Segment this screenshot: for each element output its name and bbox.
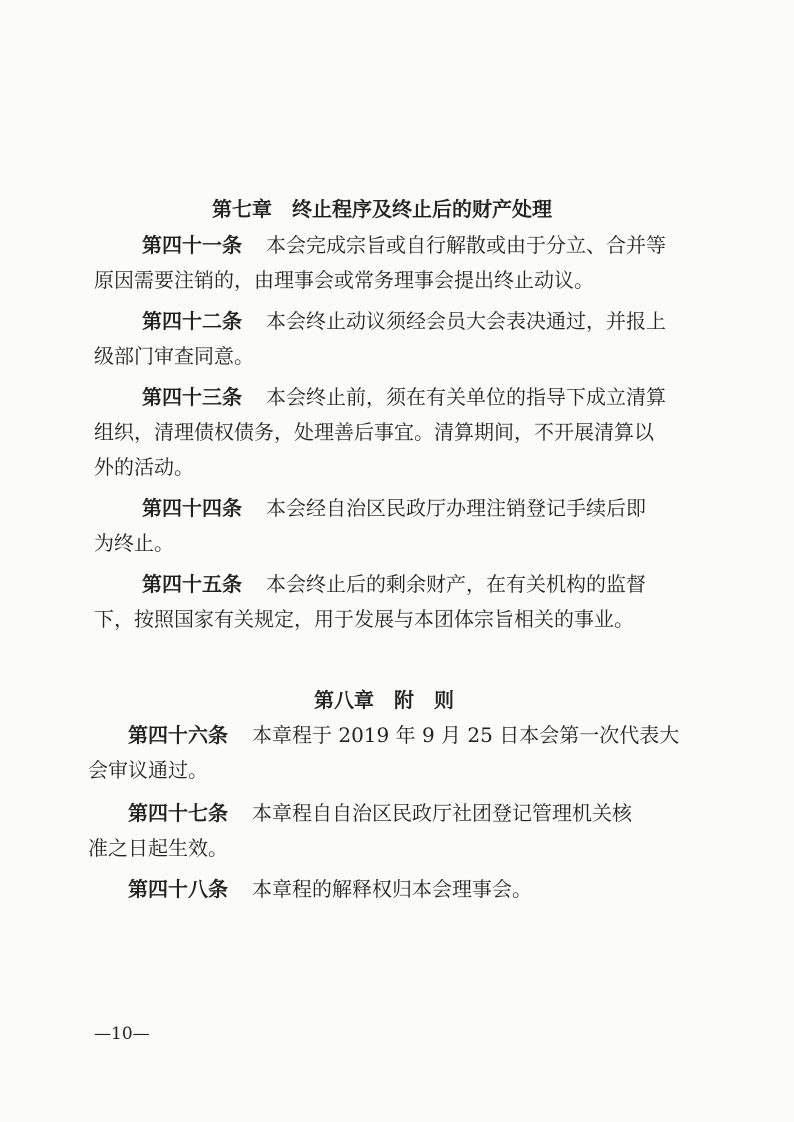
article-label: 第四十一条 [142,233,242,257]
article-text: 本会完成宗旨或自行解散或由于分立、合并等 [266,233,666,257]
article-text: 本章程自自治区民政厅社团登记管理机关核 [252,801,632,825]
article-42 [142,308,666,334]
article-44 [142,495,646,521]
chapter-8-title: 第八章 附 则 [314,688,454,712]
article-48 [128,876,532,902]
article-label: 第四十六条 [128,723,228,747]
article-43-cont-2: 外的活动。 [94,455,194,479]
article-47-cont: 准之日起生效。 [88,836,228,860]
article-41-cont: 原因需要注销的，由理事会或常务理事会提出终止动议。 [94,268,594,292]
article-44-cont: 为终止。 [94,531,174,555]
article-label: 第四十四条 [142,496,242,520]
article-label: 第四十三条 [142,385,242,409]
article-label: 第四十二条 [142,309,242,333]
article-41 [142,232,666,258]
chapter-7-title: 第七章 终止程序及终止后的财产处理 [212,197,552,221]
article-text: 本会终止动议须经会员大会表决通过，并报上 [266,309,666,333]
article-text: 本会经自治区民政厅办理注销登记手续后即 [266,496,646,520]
article-label: 第四十五条 [142,572,242,596]
article-42-cont: 级部门审查同意。 [94,344,254,368]
article-46-cont: 会审议通过。 [88,758,208,782]
article-45 [142,571,646,597]
page-number: —10— [94,1024,150,1044]
article-text: 本会终止后的剩余财产，在有关机构的监督 [266,572,646,596]
article-text: 本章程于 2019 年 9 月 25 日本会第一次代表大 [252,723,680,747]
article-text: 本会终止前，须在有关单位的指导下成立清算 [266,385,666,409]
article-label: 第四十七条 [128,801,228,825]
article-43-cont-1: 组织，清理债权债务，处理善后事宜。清算期间，不开展清算以 [94,420,654,444]
article-46 [128,722,679,748]
article-label: 第四十八条 [128,877,228,901]
article-45-cont: 下，按照国家有关规定，用于发展与本团体宗旨相关的事业。 [94,607,634,631]
article-text: 本章程的解释权归本会理事会。 [252,877,532,901]
article-43 [142,384,666,410]
article-47 [128,800,632,826]
